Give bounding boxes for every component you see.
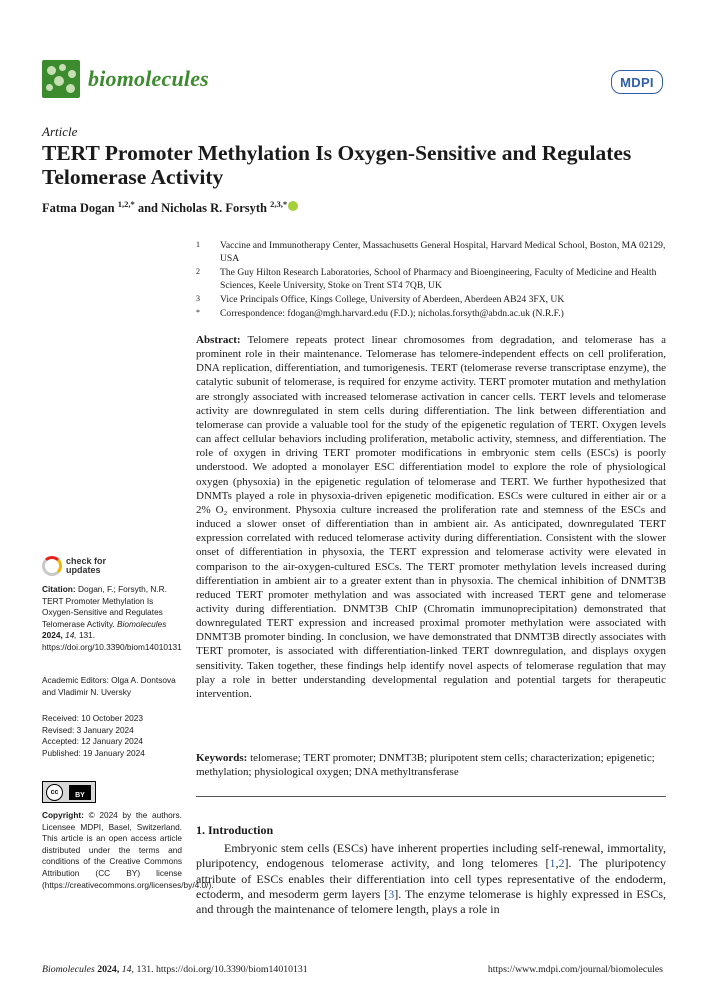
orcid-icon[interactable] xyxy=(288,201,298,211)
section-divider xyxy=(196,796,666,797)
author-name[interactable]: Fatma Dogan xyxy=(42,201,115,216)
article-type: Article xyxy=(42,124,78,139)
author-affiliation-marks: 1,2,* xyxy=(117,199,135,209)
footer-journal: Biomolecules xyxy=(42,964,95,975)
footer-citation xyxy=(42,964,308,975)
citation-label: Citation: xyxy=(42,584,76,594)
affiliation-mark: 2 xyxy=(196,267,200,276)
abstract-label: Abstract: xyxy=(196,334,241,346)
keywords-text: telomerase; TERT promoter; DNMT3B; pluripotent stem cells; characterization; epigenetic; methylation; physiological oxygen; DNA methyltransferase xyxy=(196,752,655,779)
affiliation-mark: 3 xyxy=(196,294,200,303)
citation-doi-link[interactable]: 131. https://doi.org/10.3390/biom14010131 xyxy=(42,630,182,652)
copyright-notice xyxy=(42,810,214,891)
correspondence-text[interactable]: Correspondence: fdogan@mgh.harvard.edu (F.D.); nicholas.forsyth@abdn.ac.uk (N.R.F.) xyxy=(220,308,564,319)
footer-volume: 14, xyxy=(121,964,134,975)
abstract-text: Telomere repeats protect linear chromosomes from degradation, and telomerase has a prominent role in their maintenance. Telomerase has telomere-independent effects on cell proliferation, DNA replication, differentiation, and tumorigenesis. TERT (telomerase reverse transcriptase enzyme), the catalytic subunit of telomerase, is required for enzyme activity. TERT promoter mutation and methylation are strongly associated with increased telomerase activation in cancer cells. TERT levels and telomerase activity are downregulated in stem cells during differentiation. The link between differentiation and telomerase can provide a valuable tool for the study of the epigenetic regulation of TERT. Oxygen levels can affect cellular behaviors including proliferation, metabolic activity, stemness, and differentiation. The role of oxygen in driving TERT promoter modifications in embryonic stem cells (ESCs) is poorly understood. We adopted a monolayer ESC differentiation model to explore the role of physiological oxygen (physoxia) in the epigenetic regulation of telomerase and TERT. We further hypothesized that DNMTs played a role in physoxia-driven epigenetic modification. ESCs were cultured in either air or a 2% O₂ environment. Physoxia culture increased the proliferation rate and stemness of the ESCs and induced a slower onset of differentiation than in ambient air. As anticipated, downregulated TERT expression correlated with reduced telomerase activity during differentiation. Consistent with the slower onset of differentiation in physoxia, the TERT expression and telomerase activity were elevated in comparison to the air-oxygen-cultured ESCs. The TERT promoter methylation levels increased during differentiation in ambient air to a greater extent than in physoxia. The chemical inhibition of DNMT3B reduced TERT promoter methylation and was associated with increased TERT gene and telomerase activity during differentiation. DNMT3B ChIP (Chromatin immunoprecipitation) demonstrated that downregulated TERT expression and increased proximal promoter methylation were associated with DNMT3B promoter binding. In conclusion, we have demonstrated that DNMT3B directly associates with TERT promoter, is associated with differentiation-linked TERT downregulation, and displays oxygen sensitivity. Taken together, these findings help identify novel aspects of telomerase regulation that may play a role in better understanding developmental regulation and potential targets for therapeutic intervention. xyxy=(196,334,666,700)
mdpi-logo[interactable]: MDPI xyxy=(611,70,663,94)
keywords-label: Keywords: xyxy=(196,752,248,764)
citation-text: Dogan, F.; Forsyth, N.R. TERT Promoter Methylation Is Oxygen-Sensitive and Regulates Telomerase Activity. xyxy=(42,584,167,629)
affiliation-item xyxy=(196,293,666,306)
intro-text: ]. The pluripotency attribute of ESCs enables their differentiation into cell types representative of the endoderm, ectoderm, and mesoderm germ layers [ xyxy=(196,856,666,901)
check-for-updates-button[interactable] xyxy=(42,556,106,576)
cc-by-license-badge[interactable] xyxy=(42,781,96,803)
article-dates xyxy=(42,713,184,759)
copyright-text: © 2024 by the authors. Licensee MDPI, Basel, Switzerland. This article is an open access article distributed under the terms and conditions of the Creative Commons Attribution (CC BY) license (https://creativecommons.org/licenses/by/4.0/). xyxy=(42,810,214,890)
received-date: Received: 10 October 2023 xyxy=(42,713,144,723)
citation-link[interactable]: 1 xyxy=(549,856,556,871)
author-list xyxy=(42,199,298,216)
revised-date: Revised: 3 January 2024 xyxy=(42,724,134,735)
check-updates-line: check for xyxy=(66,555,107,566)
intro-text: ]. The enzyme telomerase is highly expressed in ESCs, and through the maintenance of telomere length, plays a role in xyxy=(196,886,667,917)
accepted-date: Accepted: 12 January 2024 xyxy=(42,736,144,747)
citation-link[interactable]: 3 xyxy=(388,886,395,901)
intro-text: , xyxy=(555,856,559,871)
footer-year: 2024, xyxy=(97,964,120,975)
footer-journal-url[interactable]: https://www.mdpi.com/journal/biomolecules xyxy=(487,964,663,975)
check-updates-label xyxy=(66,557,106,576)
affiliation-text: Vaccine and Immunotherapy Center, Massachusetts General Hospital, Harvard Medical School, Boston, MA 02129, USA xyxy=(220,240,666,264)
copyright-label: Copyright: xyxy=(42,810,84,820)
section-heading-introduction: 1. Introduction xyxy=(196,823,274,837)
affiliation-mark: * xyxy=(196,308,200,317)
citation-year: 2024, xyxy=(42,630,63,641)
affiliation-mark: 1 xyxy=(196,240,200,249)
affiliation-text: Vice Principals Office, Kings College, University of Aberdeen, Aberdeen AB24 3FX, UK xyxy=(220,294,565,305)
affiliation-item xyxy=(196,266,666,292)
author-name[interactable]: Nicholas R. Forsyth xyxy=(161,201,268,216)
footer-doi-link[interactable]: 131. https://doi.org/10.3390/biom14010131 xyxy=(136,964,308,975)
citation-link[interactable]: 2 xyxy=(558,856,565,871)
citation-block xyxy=(42,584,184,654)
author-affiliation-marks: 2,3,* xyxy=(270,199,288,209)
intro-text: Embryonic stem cells (ESCs) have inherent properties including self-renewal, immortality, pluripotency, endogenous telomerase activity, and long telomeres [ xyxy=(196,841,666,871)
by-icon: BY xyxy=(69,785,91,800)
journal-name: biomolecules xyxy=(88,66,209,91)
affiliations xyxy=(196,239,666,321)
introduction-paragraph xyxy=(196,841,666,917)
citation-journal: Biomolecules xyxy=(117,618,167,629)
check-updates-line: updates xyxy=(66,565,101,575)
citation-volume: 14, xyxy=(65,630,77,641)
cc-icon: cc xyxy=(46,784,63,801)
biomolecules-logo-icon xyxy=(42,60,80,98)
affiliation-item xyxy=(196,239,666,265)
abstract xyxy=(196,333,666,701)
journal-logo[interactable] xyxy=(42,60,209,98)
correspondence xyxy=(196,307,666,320)
check-updates-icon xyxy=(42,556,62,576)
author-joiner: and xyxy=(137,201,158,216)
academic-editors: Academic Editors: Olga A. Dontsova and Vladimir N. Uversky xyxy=(42,675,176,697)
affiliation-text: The Guy Hilton Research Laboratories, School of Pharmacy and Bioengineering, Faculty of Medicine and Health Sciences, Keele University, Stoke on Trent ST4 7QB, UK xyxy=(220,267,657,291)
article-title: TERT Promoter Methylation Is Oxygen-Sensitive and Regulates Telomerase Activity xyxy=(42,141,632,189)
keywords xyxy=(196,751,666,779)
published-date: Published: 19 January 2024 xyxy=(42,747,145,758)
